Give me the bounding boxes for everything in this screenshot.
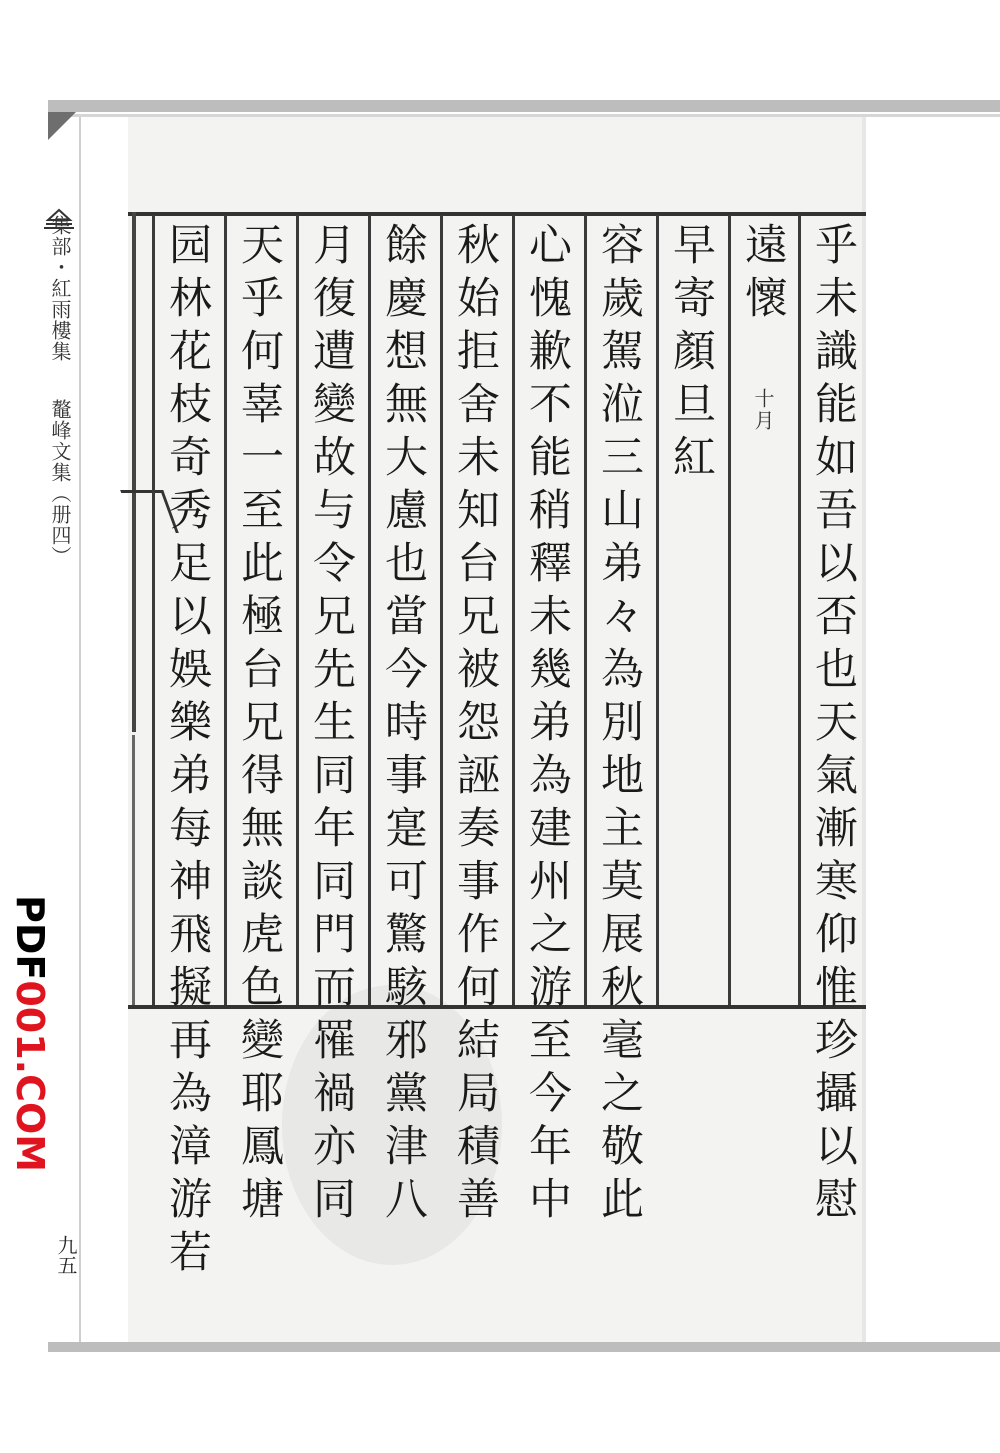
volume-title: 鼇峰文集（册四） (48, 398, 72, 567)
column-text: 乎未識能如吾以 (808, 222, 858, 593)
watermark-part1: PDF (8, 895, 52, 981)
column-rule (368, 215, 371, 1005)
sheet-left-border-lower (132, 735, 135, 1005)
column-rule (296, 215, 299, 1005)
column-rule (224, 215, 227, 1005)
column-text: 园林花枝奇秀足以娛樂弟每神飛擬再為漳游若 (162, 222, 212, 1282)
text-column-1 (804, 222, 862, 1229)
sheet-left-border (132, 212, 136, 732)
column-text: 秋始拒舍未知台兄被怨誣奏事作何結局積善 (450, 222, 500, 1229)
page-number: 九五 (54, 1235, 78, 1275)
text-column-7 (374, 222, 432, 1229)
text-column-10 (158, 222, 216, 1282)
column-note: 十月 (751, 388, 775, 432)
text-column-4 (590, 222, 648, 1229)
column-rule (152, 215, 155, 1005)
column-rule (440, 215, 443, 1005)
sheet-edge (862, 117, 866, 1342)
collection-title: 集部・紅雨樓集 (48, 215, 72, 362)
top-frame-bar (48, 100, 1000, 112)
column-rule (512, 215, 515, 1005)
sheet-top-border (128, 212, 866, 216)
column-text: 天乎何辜一至此極台兄得無談虎色變耶鳳塘 (234, 222, 284, 1229)
watermark-part2: 001.COM (8, 980, 52, 1173)
column-text: 遠懷 (738, 222, 788, 328)
watermark (8, 895, 52, 1172)
column-rule (798, 215, 801, 1005)
text-column-5 (518, 222, 576, 1229)
text-column-6 (446, 222, 504, 1229)
text-column-9 (230, 222, 288, 1229)
column-text: 餘慶想無大慮也當今時事寔可驚駭邪黨津八 (378, 222, 428, 1229)
column-text: 月復遭變故与令兄先生同年同門而罹禍亦同 (306, 222, 356, 1229)
column-rule (656, 215, 659, 1005)
corner-triangle (48, 112, 76, 140)
column-text: 早寄顏旦紅 (666, 222, 716, 487)
bottom-frame-bar (48, 1342, 1000, 1352)
column-text: 容歲駕涖三山弟々為別地主莫展秋毫之敬此 (594, 222, 644, 1229)
column-continuation: 否也天氣漸寒仰惟珍攝以慰 (808, 593, 858, 1229)
text-column-2 (734, 222, 792, 1002)
text-column-8 (302, 222, 360, 1229)
column-rule (584, 215, 587, 1005)
text-column-3 (662, 222, 720, 1002)
column-rule (728, 215, 731, 1005)
column-text: 心愧歉不能稍釋未幾弟為建州之游至今年中 (522, 222, 572, 1229)
running-head (40, 215, 80, 567)
